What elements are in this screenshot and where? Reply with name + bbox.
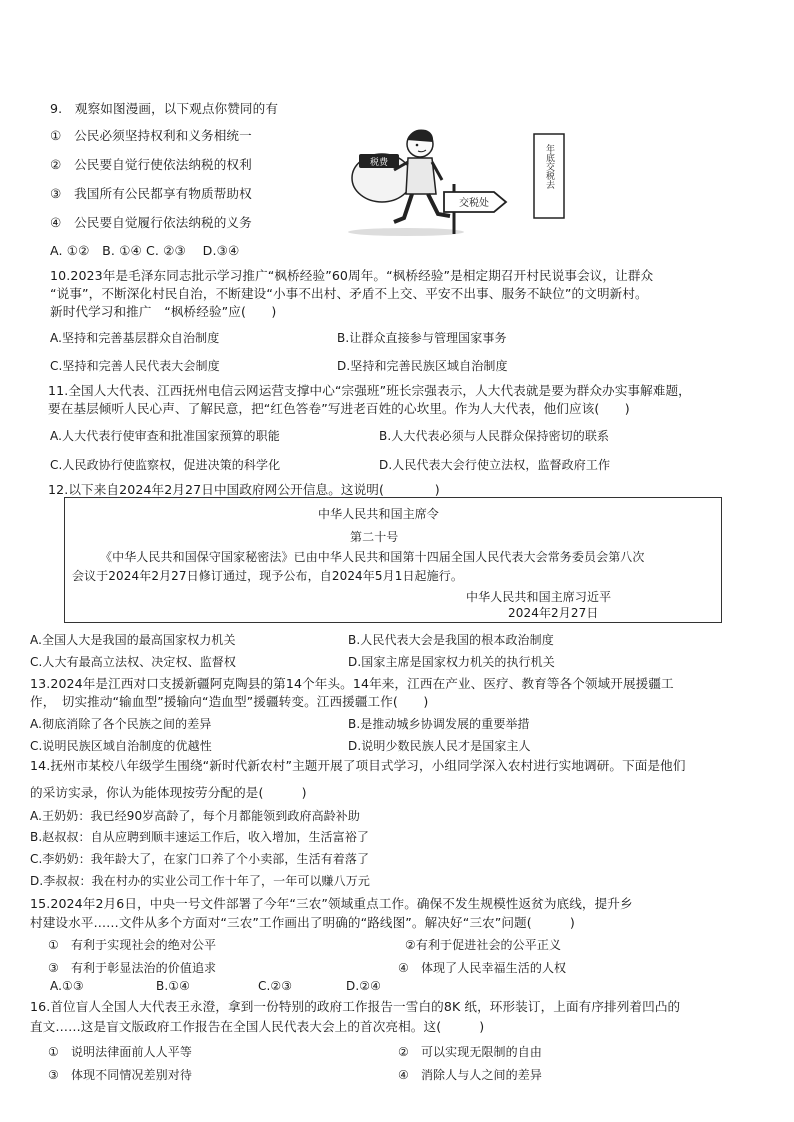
q15-option-4: ④ 体现了人民幸福生活的人权 xyxy=(398,961,567,975)
q9-option-1: ① 公民必须坚持权利和义务相统一 xyxy=(50,128,252,143)
q10-line-2: “说事”，不断深化村民自治，不断建设“小事不出村、矛盾不上交、平安不出事、服务不缺位”的文明新村。 xyxy=(50,286,648,301)
q16-option-2: ② 可以实现无限制的自由 xyxy=(398,1045,542,1059)
q12-option-d: D.国家主席是国家权力机关的执行机关 xyxy=(348,655,555,669)
q12-option-c: C.人大有最高立法权、决定权、监督权 xyxy=(30,655,236,669)
q15-choice-b: B.①④ xyxy=(156,979,190,993)
cartoon-bag-label: 税费 xyxy=(369,158,389,168)
q10-option-a: A.坚持和完善基层群众自治制度 xyxy=(50,331,220,345)
q15-option-3: ③ 有利于彰显法治的价值追求 xyxy=(48,961,217,975)
q13-option-a: A.彻底消除了各个民族之间的差异 xyxy=(30,717,212,731)
q9-option-4: ④ 公民要自觉履行依法纳税的义务 xyxy=(50,215,252,230)
q14-option-b: B.赵叔叔：自从应聘到顺丰速运工作后，收入增加，生活富裕了 xyxy=(30,830,369,844)
tax-cartoon-image xyxy=(346,122,570,238)
q16-option-3: ③ 体现不同情况差别对待 xyxy=(48,1068,192,1082)
decree-title: 中华人民共和国主席令 xyxy=(318,507,440,521)
q11-line-1: 11.全国人大代表、江西抚州电信云网运营支撑中心“宗强班”班长宗强表示，人大代表就是要为群众办实事解难题， xyxy=(48,383,691,398)
q15-choice-d: D.②④ xyxy=(346,979,381,993)
decree-date: 2024年2月27日 xyxy=(508,606,599,620)
cartoon-board-label: 年底交税去 xyxy=(544,144,554,189)
q11-option-b: B.人大代表必须与人民群众保持密切的联系 xyxy=(379,429,610,443)
q9-option-3: ③ 我国所有公民都享有物质帮助权 xyxy=(50,186,252,201)
q10-option-d: D.坚持和完善民族区域自治制度 xyxy=(337,359,508,373)
q15-line-2: 村建设水平……文件从多个方面对“三农”工作画出了明确的“路线图”。解决好“三农”问题( ) xyxy=(30,915,575,930)
q15-choice-a: A.①③ xyxy=(50,979,84,993)
q9-option-2: ② 公民要自觉行使依法纳税的权利 xyxy=(50,157,252,172)
q13-option-d: D.说明少数民族人民才是国家主人 xyxy=(348,739,531,753)
q14-line-2: 的采访实录，你认为能体现按劳分配的是( ) xyxy=(30,785,307,800)
q9-stem: 9. 观察如图漫画，以下观点你赞同的有 xyxy=(50,101,279,116)
q15-choice-c: C.②③ xyxy=(258,979,293,993)
q16-line-2: 直文……这是盲文版政府工作报告在全国人民代表大会上的首次亮相。这( ) xyxy=(30,1019,485,1034)
decree-number: 第二十号 xyxy=(350,530,399,544)
q9-choices: A. ①② B. ①④ C. ②③ D.③④ xyxy=(50,243,240,258)
q10-option-b: B.让群众直接参与管理国家事务 xyxy=(337,331,507,345)
q15-option-1: ① 有利于实现社会的绝对公平 xyxy=(48,938,217,952)
q14-line-1: 14.抚州市某校八年级学生围绕“新时代新农村”主题开展了项目式学习，小组同学深入农村进行实地调研。下面是他们 xyxy=(30,758,686,773)
q14-option-a: A.王奶奶：我已经90岁高龄了，每个月都能领到政府高龄补助 xyxy=(30,809,360,823)
q11-line-2: 要在基层倾听人民心声、了解民意，把“红色答卷”写进老百姓的心坎里。作为人大代表，他们应该( ) xyxy=(48,401,630,416)
decree-line-2: 会议于2024年2月27日修订通过，现予公布，自2024年5月1日起施行。 xyxy=(72,569,463,583)
q12-option-a: A.全国人大是我国的最高国家权力机关 xyxy=(30,633,236,647)
q13-option-b: B.是推动城乡协调发展的重要举措 xyxy=(348,717,530,731)
decree-signature: 中华人民共和国主席习近平 xyxy=(466,590,612,604)
q15-option-2: ②有利于促进社会的公平正义 xyxy=(405,938,562,952)
q10-option-c: C.坚持和完善人民代表大会制度 xyxy=(50,359,220,373)
cartoon-sign-label: 交税处 xyxy=(459,198,489,209)
q13-line-2: 作， 切实推动“输血型”援输向“造血型”援疆转变。江西援疆工作( ) xyxy=(30,694,429,709)
q11-option-a: A.人大代表行使审查和批准国家预算的职能 xyxy=(50,429,280,443)
q13-line-1: 13.2024年是江西对口支援新疆阿克陶县的第14个年头。14年来，江西在产业、医疗、教育等各个领域开展援疆工 xyxy=(30,676,674,691)
q16-option-1: ① 说明法律面前人人平等 xyxy=(48,1045,192,1059)
q13-option-c: C.说明民族区域自治制度的优越性 xyxy=(30,739,212,753)
q10-line-3: 新时代学习和推广 “枫桥经验”应( ) xyxy=(50,304,277,319)
q16-option-4: ④ 消除人与人之间的差异 xyxy=(398,1068,542,1082)
q14-option-c: C.李奶奶：我年龄大了，在家门口养了个小卖部，生活有着落了 xyxy=(30,852,370,866)
q14-option-d: D.李叔叔：我在村办的实业公司工作十年了，一年可以赚八万元 xyxy=(30,874,370,888)
q11-option-d: D.人民代表大会行使立法权，监督政府工作 xyxy=(379,458,611,472)
q12-option-b: B.人民代表大会是我国的根本政治制度 xyxy=(348,633,554,647)
q10-line-1: 10.2023年是毛泽东同志批示学习推广“枫桥经验”60周年。“枫桥经验”是相定期召开村民说事会议，让群众 xyxy=(50,268,654,283)
q11-option-c: C.人民政协行使监察权，促进决策的科学化 xyxy=(50,458,281,472)
q16-line-1: 16.首位盲人全国人大代表王永澄，拿到一份特别的政府工作报告一雪白的8K 纸，环形装订，上面有序排列着凹凸的 xyxy=(30,999,681,1014)
q12-stem: 12.以下来自2024年2月27日中国政府网公开信息。这说明( ) xyxy=(48,482,440,497)
q15-line-1: 15.2024年2月6日，中央一号文件部署了今年“三农”领域重点工作。确保不发生规模性返贫为底线，提升乡 xyxy=(30,896,633,911)
decree-line-1: 《中华人民共和国保守国家秘密法》已由中华人民共和国第十四届全国人民代表大会常务委员会第八次 xyxy=(100,550,645,564)
